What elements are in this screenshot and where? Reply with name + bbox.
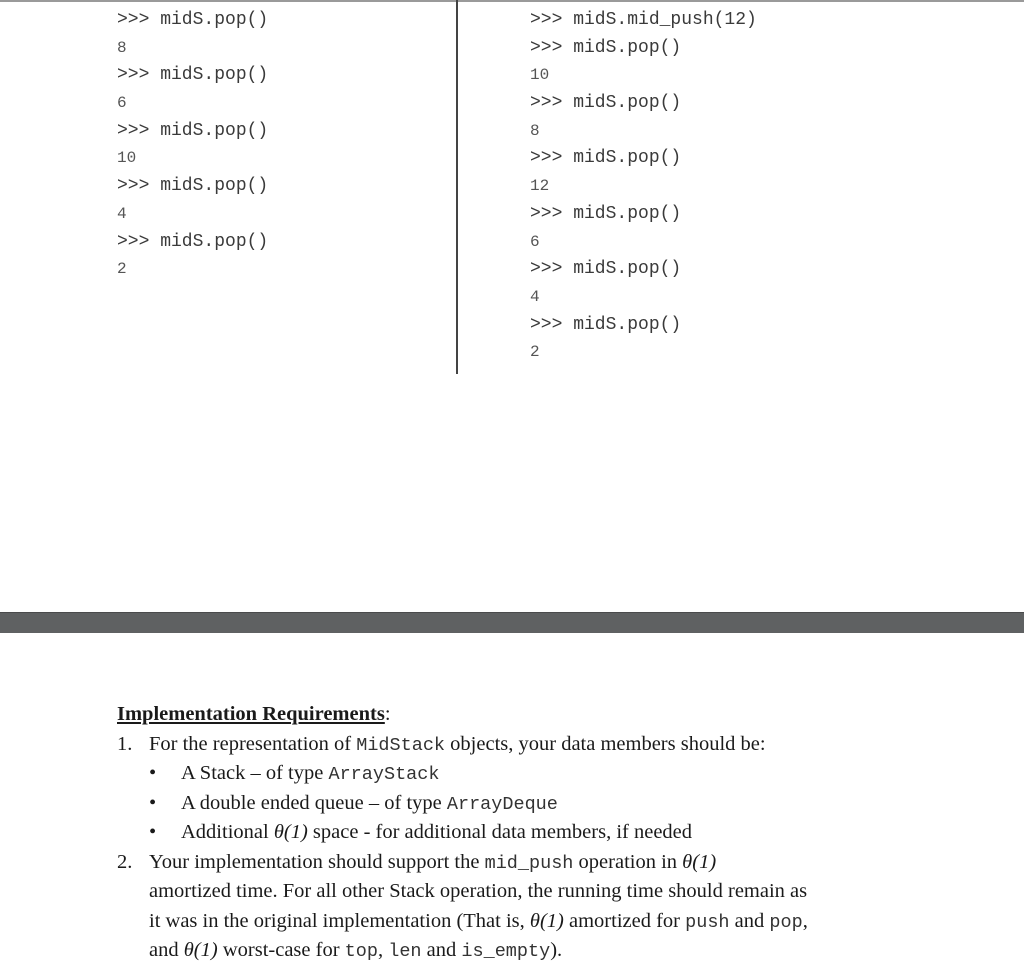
code-command-line: >>> midS.pop() — [530, 148, 682, 169]
code-output-line: 8 — [530, 121, 540, 140]
bullet-text-after: space - for additional data members, if needed — [307, 821, 693, 843]
item2-text: , — [377, 939, 389, 961]
item2-text: and — [421, 939, 462, 961]
column-divider — [456, 0, 458, 374]
item2-text: it was in the original implementation (That is, — [149, 909, 530, 932]
bullet-code: ArrayStack — [328, 764, 440, 785]
code-command-line: >>> midS.pop() — [117, 65, 269, 86]
item2-math: θ(1) — [682, 850, 717, 873]
code-output-line: 2 — [117, 260, 127, 279]
code-output-line: 12 — [530, 177, 550, 196]
bullet-icon: • — [149, 762, 157, 784]
code-command-line: >>> midS.pop() — [530, 259, 682, 280]
requirement-item-2-line-2 — [117, 877, 897, 907]
code-command-line: >>> midS.pop() — [117, 10, 269, 30]
code-command-line: >>> midS.pop() — [530, 37, 682, 58]
item2-text: amortized for — [563, 909, 686, 932]
code-command-line: >>> midS.pop() — [530, 203, 682, 224]
item2-text: and — [149, 939, 184, 961]
item2-code: top — [344, 941, 378, 962]
bullet-item — [117, 789, 897, 819]
bullet-item — [117, 818, 897, 848]
requirements-heading: Implementation Requirements — [117, 703, 385, 725]
item2-text: ). — [550, 939, 563, 961]
item2-text: amortized time. For all other Stack operation, the running time should remain as — [149, 880, 808, 902]
bullet-text: Additional — [181, 821, 274, 843]
page-separator — [0, 612, 1024, 634]
item1-code: MidStack — [356, 734, 446, 756]
code-command-line: >>> midS.mid_push(12) — [530, 10, 757, 30]
item2-code: is_empty — [461, 941, 551, 962]
requirement-item-2 — [117, 848, 897, 878]
item2-text: Your implementation should support the — [149, 850, 485, 873]
code-example-left-column — [117, 7, 268, 284]
bullet-code: ArrayDeque — [446, 793, 558, 815]
bullet-icon: • — [149, 821, 157, 843]
item-number: 2. — [117, 850, 133, 873]
requirements-heading-line — [117, 700, 897, 730]
requirement-item-1 — [117, 730, 897, 760]
item2-math: θ(1) — [529, 909, 564, 932]
code-command-line: >>> midS.pop() — [530, 93, 682, 114]
item-number: 1. — [117, 732, 133, 755]
code-command-line: >>> midS.pop() — [117, 176, 269, 197]
code-output-line: 6 — [117, 94, 127, 113]
table-top-border — [0, 0, 1024, 2]
heading-colon: : — [384, 703, 391, 725]
item1-text: For the representation of — [149, 732, 357, 755]
item2-code: push — [685, 911, 730, 933]
item1-text-after: objects, your data members should be: — [445, 732, 766, 755]
bullet-icon: • — [149, 791, 157, 814]
code-output-line: 2 — [530, 343, 540, 362]
code-output-line: 8 — [117, 38, 127, 57]
code-command-line: >>> midS.pop() — [117, 120, 269, 141]
item2-text: operation in — [573, 850, 683, 873]
bullet-math: θ(1) — [273, 821, 308, 843]
code-output-line: 4 — [117, 204, 127, 223]
implementation-requirements — [117, 700, 897, 966]
bullet-text: A double ended queue – of type — [181, 791, 447, 814]
item2-code: mid_push — [484, 852, 574, 874]
item2-text: worst-case for — [217, 939, 345, 961]
code-output-line: 6 — [530, 232, 540, 251]
item2-text: and — [729, 909, 770, 932]
requirement-item-2-line-4 — [117, 936, 897, 966]
item2-code: pop — [769, 911, 803, 933]
bullet-item — [117, 759, 897, 789]
item2-code: len — [388, 941, 422, 962]
code-output-line: 10 — [530, 66, 550, 85]
code-example-right-column — [530, 7, 757, 367]
item2-text: , — [802, 909, 808, 932]
code-command-line: >>> midS.pop() — [117, 231, 269, 252]
code-output-line: 4 — [530, 287, 540, 306]
requirement-item-2-line-3 — [117, 907, 897, 937]
code-command-line: >>> midS.pop() — [530, 314, 682, 335]
bullet-text: A Stack – of type — [181, 762, 329, 784]
item2-math: θ(1) — [183, 939, 218, 961]
code-output-line: 10 — [117, 149, 137, 168]
